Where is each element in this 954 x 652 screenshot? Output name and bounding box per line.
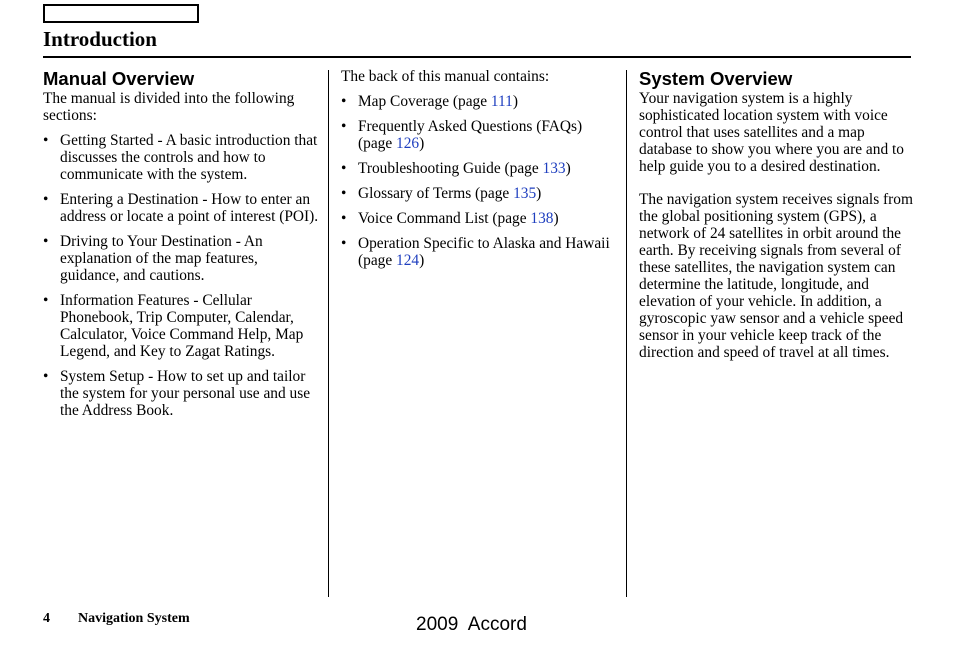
list-item-text: ) [512,93,518,110]
list-item-text: Glossary of Terms (page [358,185,514,202]
list-item [43,132,321,183]
list-item [43,368,321,419]
list-item [341,210,613,227]
manual-overview-section [43,68,321,427]
list-item-text: ) [419,252,425,269]
manual-sections-list [43,132,321,419]
bullet-icon: • [341,235,347,252]
page-link-111[interactable]: 111 [490,93,513,110]
list-item-text: ) [419,135,425,152]
title-divider [43,56,911,58]
list-item-text: Information Features - Cellular Phonebook, Trip Computer, Calendar, Calculator, Voice Command Help, Map Legend, and Key to Zagat Ratings. [60,292,304,360]
column-divider-right [626,70,627,597]
bullet-icon: • [43,292,49,309]
list-item [341,93,613,110]
list-item [43,233,321,284]
manual-overview-intro: The manual is divided into the following sections: [43,90,295,124]
bullet-icon: • [341,93,347,110]
list-item-text: Frequently Asked Questions (FAQs) (page [358,118,583,152]
list-item [341,235,613,269]
list-item-text: System Setup - How to set up and tailor the system for your personal use and use the Address Book. [60,368,311,419]
list-item-text: ) [565,160,571,177]
list-item-text: Troubleshooting Guide (page [358,160,543,177]
list-item-text: Getting Started - A basic introduction that discusses the controls and how to communicate with the system. [60,132,318,183]
page-link-126[interactable]: 126 [396,135,420,152]
list-item [341,160,613,177]
page-link-133[interactable]: 133 [542,160,566,177]
back-of-manual-list [341,93,613,269]
system-overview-paragraph-2: The navigation system receives signals from the global positioning system (GPS), a network of 24 satellites in orbit around the earth. By receiving signals from several of these satellites, the navigation system can determine the latitude, longitude, and elevation of your vehicle. In addition, a gyroscopic yaw sensor and a vehicle speed sensor in your vehicle keep track of the direction and speed of travel at all times. [639,191,913,361]
list-item-text: Map Coverage (page [358,93,491,110]
bullet-icon: • [43,191,49,208]
header-tab-box [43,4,199,23]
bullet-icon: • [43,132,49,149]
page-link-138[interactable]: 138 [530,210,554,227]
list-item-text: ) [536,185,542,202]
list-item-text: Driving to Your Destination - An explanation of the map features, guidance, and cautions. [60,233,263,284]
manual-overview-heading: Manual Overview [43,68,195,89]
bullet-icon: • [43,368,49,385]
list-item-text: Entering a Destination - How to enter an address or locate a point of interest (POI). [60,191,319,225]
list-item-text: Operation Specific to Alaska and Hawaii (page [358,235,610,269]
page-title: Introduction [43,27,157,51]
bullet-icon: • [341,210,347,227]
footer-system-name: Navigation System [78,611,190,626]
bullet-icon: • [43,233,49,250]
column-divider-left [328,70,329,597]
system-overview-paragraph-1: Your navigation system is a highly sophisticated location system with voice control that uses satellites and a map database to show you where you are and to help guide you to a desired destination. [639,90,904,175]
bullet-icon: • [341,118,347,135]
list-item [43,191,321,225]
bullet-icon: • [341,160,347,177]
back-of-manual-intro: The back of this manual contains: [341,68,550,85]
list-item-text: ) [553,210,559,227]
page-link-135[interactable]: 135 [513,185,537,202]
footer-model-name: 2009 Accord [416,614,527,635]
list-item [341,118,613,152]
list-item [341,185,613,202]
system-overview-heading: System Overview [639,68,793,89]
system-overview-section [639,68,919,361]
page-link-124[interactable]: 124 [396,252,420,269]
page-number: 4 [43,611,50,626]
back-of-manual-section [341,68,613,277]
list-item-text: Voice Command List (page [358,210,531,227]
bullet-icon: • [341,185,347,202]
list-item [43,292,321,360]
